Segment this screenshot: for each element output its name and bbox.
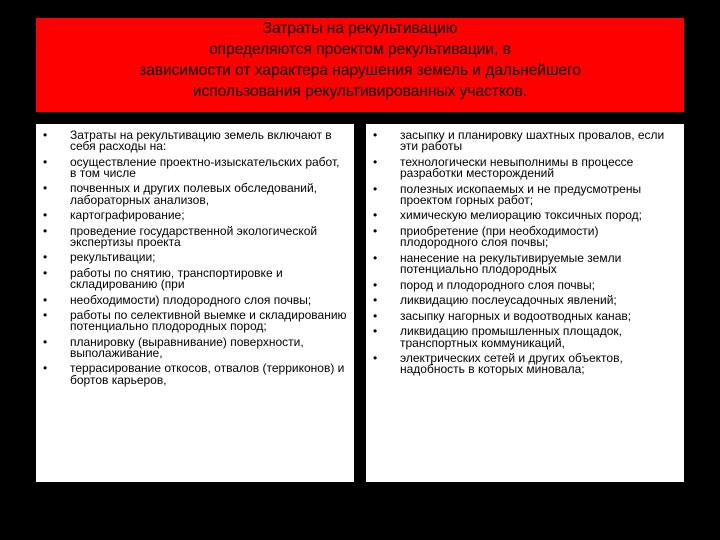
list-item-text: ликвидацию послеусадочных явлений; [400,293,617,308]
bullet-icon: • [43,223,48,238]
bullet-icon: • [43,208,48,223]
list-item-text: работы по селективной выемке и складированию потенциально плодородных пород; [70,308,347,334]
list-item [36,210,348,221]
list-item-text: террасирование откосов, отвалов (терриконов) и бортов карьеров, [70,361,345,387]
title-line-1: Затраты на рекультивацию [262,20,458,37]
list-item-text: работы по снятию, транспортировке и складированию (при [70,265,283,292]
list-item-text: засыпку и планировку шахтных провалов, если эти работы [400,128,665,154]
bullet-icon: • [373,308,378,323]
bullet-icon: • [43,334,48,349]
list-item-text: осуществление проектно-изыскательских работ, в том числе [70,154,340,180]
list-item-text: химическую мелиорацию токсичных пород; [400,208,643,223]
bullet-icon: • [373,277,378,292]
list-item-text: засыпку нагорных и водоотводных канав; [400,308,632,323]
title-line-3: зависимости от характера нарушения земель и дальнейшего [139,62,581,79]
list-item-text: проведение государственной экологической экспертизы проекта [70,223,318,249]
list-item [366,130,678,152]
list-item-text: технологически невыполнимы в процессе разработки месторождений [400,154,634,180]
slide-title [36,18,684,112]
bullet-icon: • [373,324,378,339]
bullet-icon: • [373,208,378,223]
list-item [366,154,678,180]
bullet-icon: • [43,250,48,265]
list-item [366,308,678,323]
list-item [36,183,348,205]
list-item [366,250,678,276]
bullet-icon: • [373,250,378,265]
list-item-text: картографирование; [70,208,185,223]
bullet-icon: • [43,308,48,323]
bullet-icon: • [43,292,48,307]
list-item-text: приобретение (при необходимости) плодородного слоя почвы; [400,223,599,250]
right-column [366,124,684,482]
list-item [36,252,348,263]
list-item-text: Затраты на рекультивацию земель включают в себя расходы на: [70,128,332,154]
right-bullet-list [366,130,678,376]
list-item-text: ликвидацию промышленных площадок, транспортных коммуникаций, [400,324,622,350]
list-item [366,326,678,348]
bullet-icon: • [43,181,48,196]
list-item [36,310,348,332]
bullet-icon: • [43,265,48,280]
bullet-icon: • [373,154,378,169]
list-item [36,363,348,385]
title-line-2: определяются проектом рекультивации, в [209,41,511,58]
bullet-icon: • [43,361,48,376]
list-item-text: рекультивации; [70,250,156,265]
left-bullet-list [36,130,348,386]
list-item [366,277,678,292]
list-item-text: электрических сетей и других объектов, надобность в которых миновала; [400,351,623,377]
list-item [36,334,348,360]
list-item-text: нанесение на рекультивируемые земли потенциально плодородных [400,250,622,276]
list-item-text: необходимости) плодородного слоя почвы; [70,292,312,307]
list-item [366,181,678,207]
list-item [366,223,678,250]
title-line-4: использования рекультивированных участков. [192,83,528,100]
list-item [36,154,348,180]
bullet-icon: • [373,128,378,142]
bullet-icon: • [43,128,48,142]
list-item-text: почвенных и других полевых обследований, лабораторных анализов, [70,181,317,207]
list-item-text: планировку (выравнивание) поверхности, выполаживание, [70,334,304,360]
list-item [36,223,348,249]
list-item-text: пород и плодородного слоя почвы; [400,277,595,292]
bullet-icon: • [373,293,378,308]
bullet-icon: • [43,154,48,169]
left-column [36,124,354,482]
list-item [366,210,678,221]
list-item [36,265,348,292]
list-item-text: полезных ископаемых и не предусмотрены проектом горных работ; [400,181,642,207]
list-item [366,295,678,306]
list-item [36,292,348,307]
bullet-icon: • [373,181,378,196]
list-item [36,130,348,152]
bullet-icon: • [373,351,378,366]
list-item [366,353,678,375]
bullet-icon: • [373,223,378,238]
